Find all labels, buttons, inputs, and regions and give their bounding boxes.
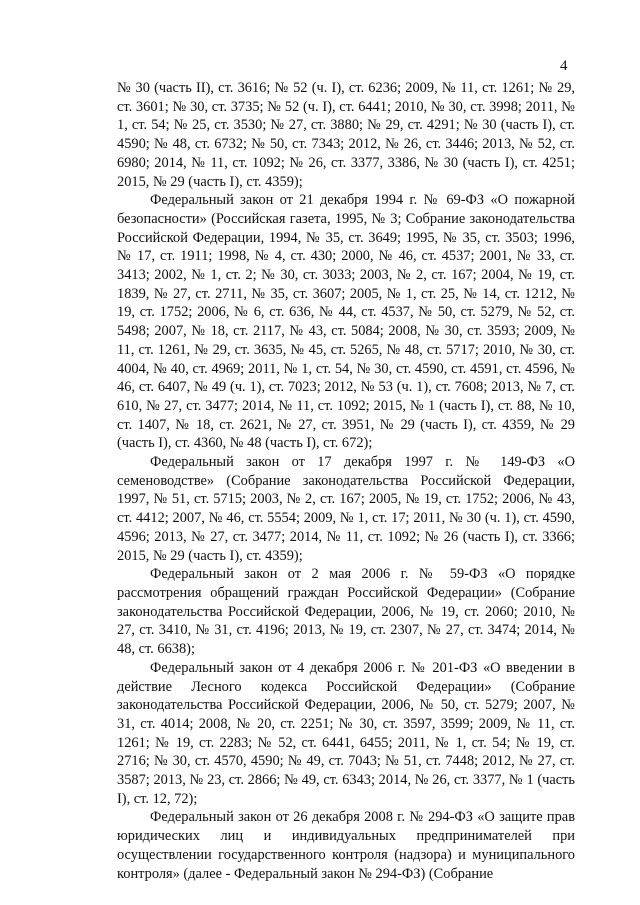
paragraph-business-protection-law: Федеральный закон от 26 декабря 2008 г. № 294-ФЗ «О защите прав юридических лиц и индивидуальных предпринимателей при осуществлении государственного контроля (надзора) и муниципального контроля» (далее - Федеральный закон № 294-ФЗ) (Собрание [117, 809, 575, 882]
document-body [117, 79, 575, 883]
paragraph-forest-code-law: Федеральный закон от 4 декабря 2006 г. № 201-ФЗ «О введении в действие Лесного кодекса Российской Федерации» (Собрание законодательства Российской Федерации, 2006, № 50, ст. 5279; 2007, № 31, ст. 4014; 2008, № 20, ст. 2251; № 30, ст. 3597, 3599; 2009, № 11, ст. 1261; № 19, ст. 2283; № 52, ст. 6441, 6455; 2011, № 1, ст. 54; № 19, ст. 2716; № 30, ст. 4570, 4590; № 49, ст. 7043; № 51, ст. 7448; 2012, № 27, ст. 3587; 2013, № 23, ст. 2866; № 49, ст. 6343; 2014, № 26, ст. 3377, № 1 (часть I), ст. 12, 72); [117, 659, 575, 807]
page-number: 4 [560, 58, 568, 74]
paragraph-seed-production-law: Федеральный закон от 17 декабря 1997 г. № 149-ФЗ «О семеноводстве» (Собрание законодательства Российской Федерации, 1997, № 51, ст. 5715; 2003, № 2, ст. 167; 2005, № 19, ст. 1752; 2006, № 43, ст. 4412; 2007, № 46, ст. 5554; 2009, № 1, ст. 17; 2011, № 30 (ч. 1), ст. 4590, 4596; 2013, № 27, ст. 3477; 2014, № 11, ст. 1092; № 26 (часть I), ст. 3366; 2015, № 29 (часть I), ст. 4359); [117, 454, 575, 564]
paragraph-fire-safety-law: Федеральный закон от 21 декабря 1994 г. № 69-ФЗ «О пожарной безопасности» (Российская газета, 1995, № 3; Собрание законодательства Российской Федерации, 1994, № 35, ст. 3649; 1995, № 35, ст. 3503; 1996, № 17, ст. 1911; 1998, № 4, ст. 430; 2000, № 46, ст. 4537; 2001, № 33, ст. 3413; 2002, № 1, ст. 2; № 30, ст. 3033; 2003, № 2, ст. 167; 2004, № 19, ст. 1839, № 27, ст. 2711, № 35, ст. 3607; 2005, № 1, ст. 25, № 14, ст. 1212, № 19, ст. 1752; 2006, № 6, ст. 636, № 44, ст. 4537, № 50, ст. 5279, № 52, ст. 5498; 2007, № 18, ст. 2117, № 43, ст. 5084; 2008, № 30, ст. 3593; 2009, № 11, ст. 1261, № 29, ст. 3635, № 45, ст. 5265, № 48, ст. 5717; 2010, № 30, ст. 4004, № 40, ст. 4969; 2011, № 1, ст. 54, № 30, ст. 4590, ст. 4591, ст. 4596, № 46, ст. 6407, № 49 (ч. 1), ст. 7023; 2012, № 53 (ч. 1), ст. 7608; 2013, № 7, ст. 610, № 27, ст. 3477; 2014, № 11, ст. 1092; 2015, № 1 (часть I), ст. 88, № 10, ст. 1407, № 18, ст. 2621, № 27, ст. 3951, № 29 (часть I), ст. 4359, № 29 (часть I), ст. 4360, № 48 (часть I), ст. 672); [117, 192, 575, 452]
paragraph-citizens-appeals-law: Федеральный закон от 2 мая 2006 г. № 59-ФЗ «О порядке рассмотрения обращений граждан Российской Федерации» (Собрание законодательства Российской Федерации, 2006, № 19, ст. 2060; 2010, № 27, ст. 3410, № 31, ст. 4196; 2013, № 19, ст. 2307, № 27, ст. 3474; 2014, № 48, ст. 6638); [117, 566, 575, 658]
paragraph-continuation: № 30 (часть II), ст. 3616; № 52 (ч. I), ст. 6236; 2009, № 11, ст. 1261; № 29, ст. 3601; № 30, ст. 3735; № 52 (ч. I), ст. 6441; 2010, № 30, ст. 3998; 2011, № 1, ст. 54; № 25, ст. 3530; № 27, ст. 3880; № 29, ст. 4291; № 30 (часть I), ст. 4590; № 48, ст. 6732; № 50, ст. 7343; 2012, № 26, ст. 3446; 2013, № 52, ст. 6980; 2014, № 11, ст. 1092; № 26, ст. 3377, 3386, № 30 (часть I), ст. 4251; 2015, № 29 (часть I), ст. 4359); [117, 80, 575, 190]
